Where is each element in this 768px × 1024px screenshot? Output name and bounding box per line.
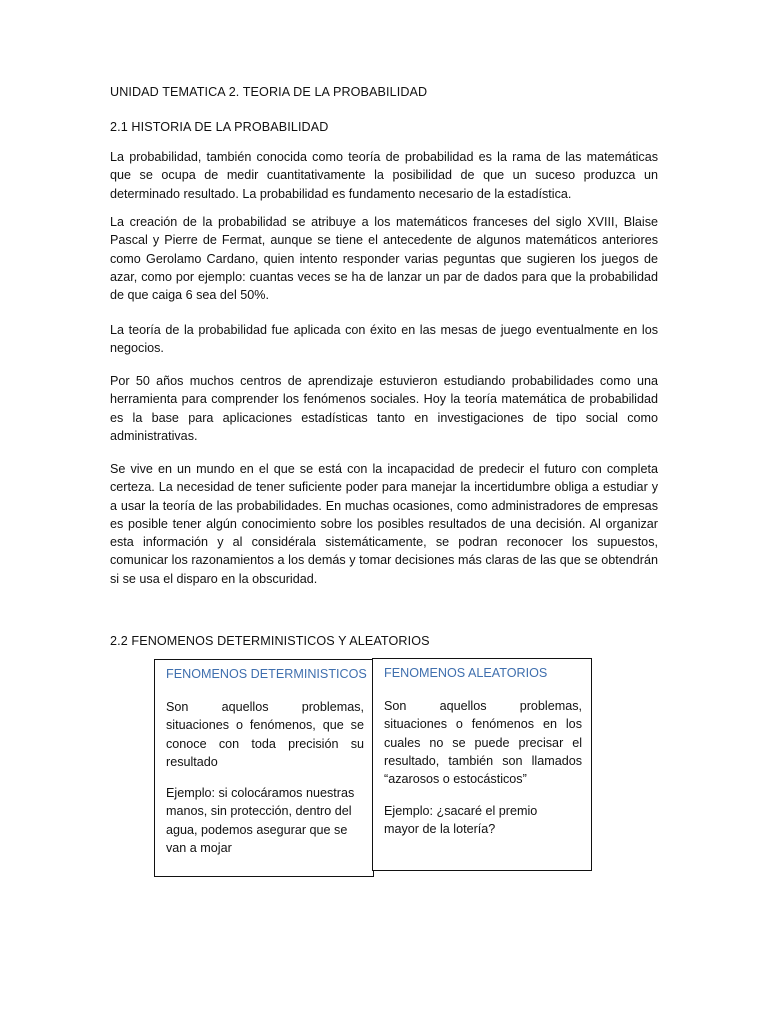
deterministic-example: Ejemplo: si colocáramos nuestras manos, sin protección, dentro del agua, podemos asegurar que se van a mojar	[166, 786, 355, 855]
deterministic-definition: Son aquellos problemas, situaciones o fenómenos, que se conoce con toda precisión su resultado	[166, 700, 364, 769]
paragraph-uncertainty: Se vive en un mundo en el que se está con la incapacidad de predecir el futuro con completa certeza. La necesidad de tener suficiente poder para manejar la incertidumbre obliga a estudiar y a usar la teoría de las probabilidades. En muchas ocasiones, como administradores de empresas es posible tener algún conocimiento sobre los posibles resultados de una decisión. Al organizar esta información y al considérala sistemáticamente, se podran reconocer los supuestos, comunicar los razonamientos a los demás y tomar decisiones más claras de las que se obtendrán si se usa el disparo en la obscuridad.	[110, 462, 658, 586]
random-definition: Son aquellos problemas, situaciones o fenómenos en los cuales no se puede precisar el resultado, también son llamados “azarosos o estocásticos”	[384, 699, 582, 787]
paragraph-social: Por 50 años muchos centros de aprendizaje estuvieron estudiando probabilidades como una herramienta para comprender los fenómenos sociales. Hoy la teoría matemática de probabilidad es la base para aplicaciones estadísticas tanto en investigaciones de tipo social como administrativas.	[110, 374, 658, 443]
section-title-phenomena: 2.2 FENOMENOS DETERMINISTICOS Y ALEATORIOS	[110, 634, 430, 648]
paragraph-gambling: La teoría de la probabilidad fue aplicada con éxito en las mesas de juego eventualmente en los negocios.	[110, 323, 658, 356]
paragraph-definition: La probabilidad, también conocida como teoría de probabilidad es la rama de las matemáticas que se ocupa de medir cuantitativamente la posibilidad de que un suceso produzca un determinado resultado. La probabilidad es fundamento necesario de la estadística.	[110, 150, 658, 201]
section-title-history: 2.1 HISTORIA DE LA PROBABILIDAD	[110, 120, 329, 134]
unit-title: UNIDAD TEMATICA 2. TEORIA DE LA PROBABILIDAD	[110, 85, 428, 99]
paragraph-origins: La creación de la probabilidad se atribuye a los matemáticos franceses del siglo XVIII, Blaise Pascal y Pierre de Fermat, aunque se tiene el antecedente de algunos matemáticos anteriores como Gerolamo Cardano, quien intento responder varias peguntas que sugieren los juegos de azar, como por ejemplo: cuantas veces se ha de lanzar un par de dados para que la probabilidad de que caiga 6 sea del 50%.	[110, 215, 658, 303]
random-box	[372, 658, 592, 871]
deterministic-box	[154, 659, 374, 877]
random-title: FENOMENOS ALEATORIOS	[384, 666, 548, 680]
random-example: Ejemplo: ¿sacaré el premio mayor de la lotería?	[384, 804, 538, 837]
deterministic-title: FENOMENOS DETERMINISTICOS	[166, 667, 367, 681]
